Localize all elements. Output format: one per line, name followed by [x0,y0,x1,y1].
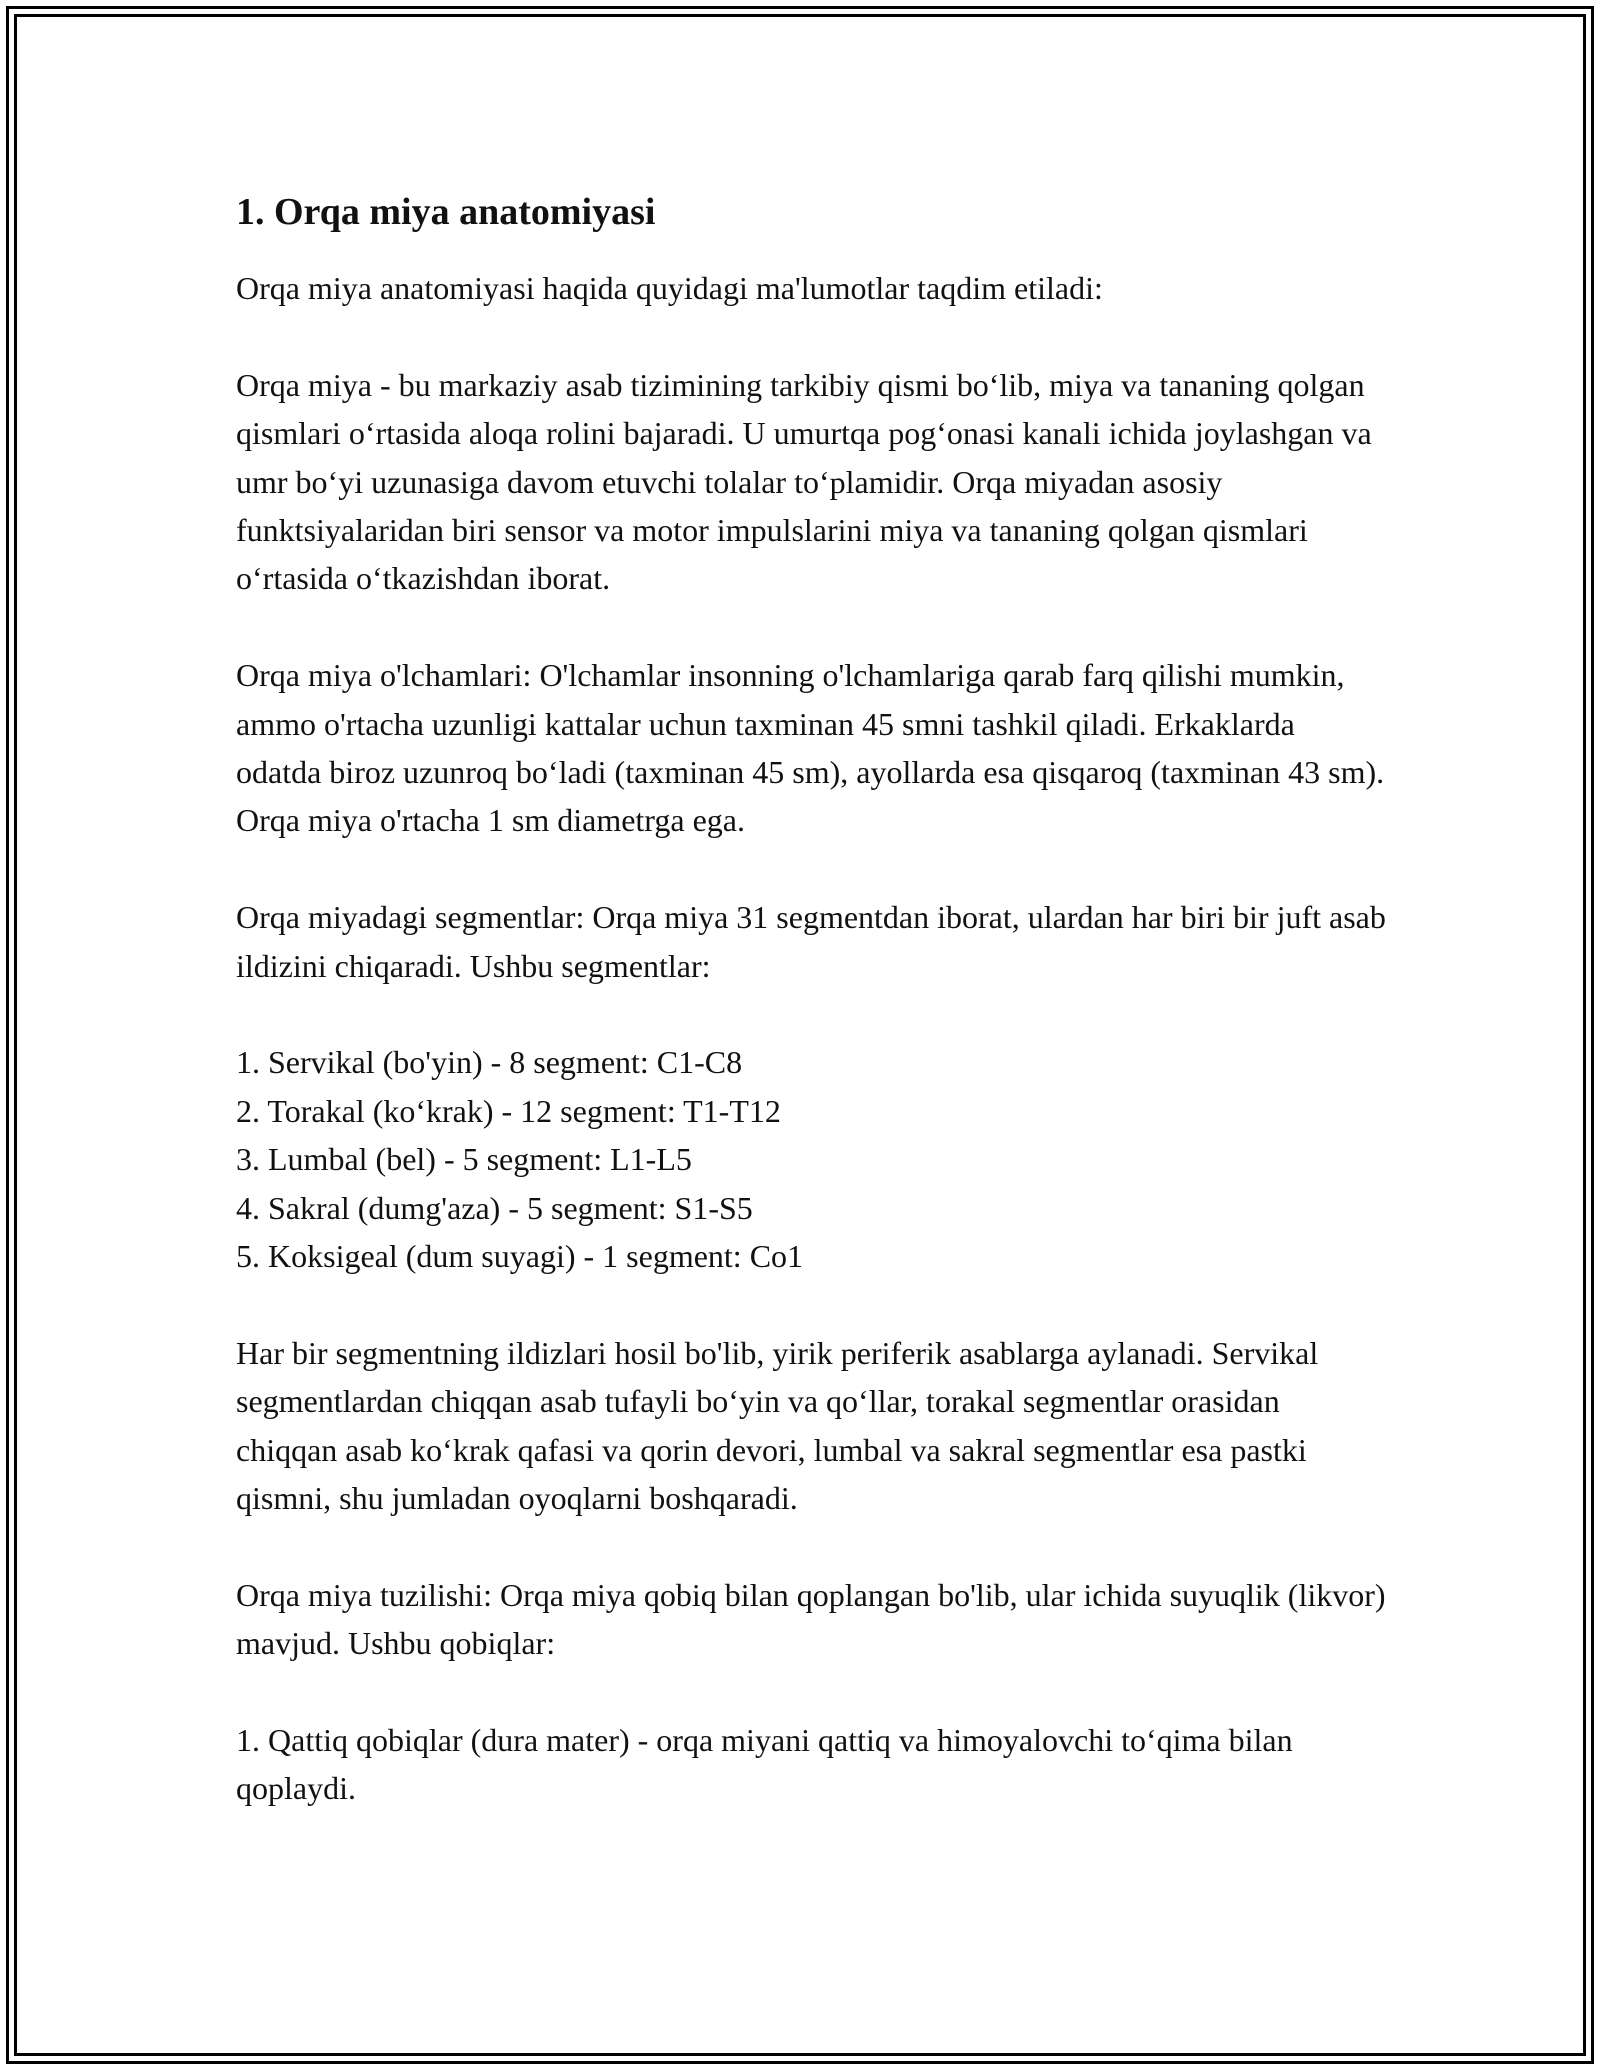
structure-paragraph: Orqa miya tuzilishi: Orqa miya qobiq bilan qoplangan bo'lib, ular ichida suyuqlik (likvor) mavjud. Ushbu qobiqlar: [236,1576,1386,1662]
membranes-list [236,1716,1386,1813]
definition-paragraph: Orqa miya - bu markaziy asab tizimining tarkibiy qismi boʻlib, miya va tananing qolgan qismlari oʻrtasida aloqa rolini bajaradi. U umurtqa pogʻonasi kanali ichida joylashgan va umr boʻyi uzunasiga davom etuvchi tolalar toʻplamidir. Orqa miyadan asosiy funktsiyalaridan biri sensor va motor impulslarini miya va tananing qolgan qismlari oʻrtasida oʻtkazishdan iborat. [236,366,1372,597]
list-item: 3. Lumbal (bel) - 5 segment: L1-L5 [236,1141,692,1178]
document-body [236,182,1386,1861]
list-item: 1. Servikal (bo'yin) - 8 segment: C1-C8 [236,1044,743,1081]
list-item: 5. Koksigeal (dum suyagi) - 1 segment: Co1 [236,1238,804,1275]
intro-paragraph: Orqa miya anatomiyasi haqida quyidagi ma'lumotlar taqdim etiladi: [236,270,1103,306]
list-item: 1. Qattiq qobiqlar (dura mater) - orqa miyani qattiq va himoyalovchi toʻqima bilan qoplaydi. [236,1722,1293,1807]
dimensions-paragraph: Orqa miya o'lchamlari: O'lchamlar insonning o'lchamlariga qarab farq qilishi mumkin, ammo o'rtacha uzunligi kattalar uchun taxminan 45 smni tashkil qiladi. Erkaklarda odatda biroz uzunroq boʻladi (taxminan 45 sm), ayollarda esa qisqaroq (taxminan 43 sm). Orqa miya o'rtacha 1 sm diametrga ega. [236,657,1385,839]
segments-paragraph: Orqa miyadagi segmentlar: Orqa miya 31 segmentdan iborat, ulardan har biri bir juft asab ildizini chiqaradi. Ushbu segmentlar: [236,899,1386,984]
nerve-roots-paragraph: Har bir segmentning ildizlari hosil bo'lib, yirik periferik asablarga aylanadi. Servikal segmentlardan chiqqan asab tufayli boʻyin va qoʻllar, torakal segmentlar orasidan chiqqan asab koʻkrak qafasi va qorin devori, lumbal va sakral segmentlar esa pastki qismni, shu jumladan oyoqlarni boshqaradi. [236,1334,1319,1517]
segments-list [236,1038,1386,1280]
list-item: 2. Torakal (koʻkrak) - 12 segment: T1-T12 [236,1092,781,1129]
list-item: 4. Sakral (dumg'aza) - 5 segment: S1-S5 [236,1189,753,1226]
section-title: 1. Orqa miya anatomiyasi [236,191,656,233]
